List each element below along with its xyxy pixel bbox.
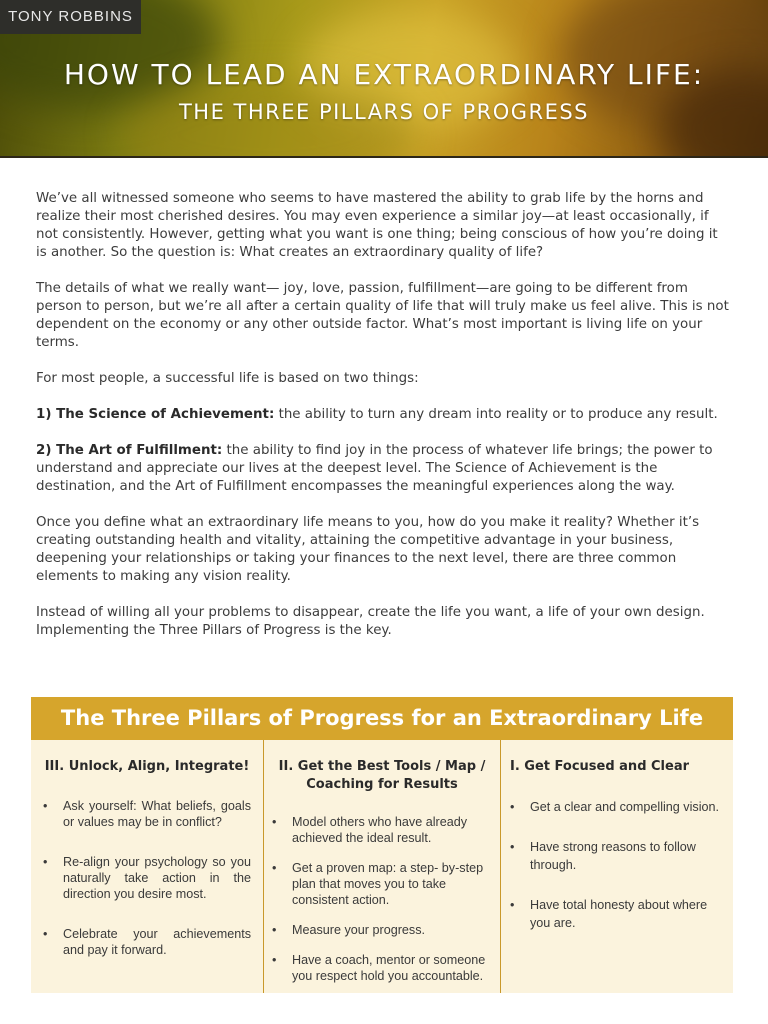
pillar-column-1 xyxy=(500,740,733,993)
pillar-list xyxy=(264,814,500,984)
paragraph-art xyxy=(36,442,732,496)
list-item xyxy=(272,814,490,846)
bullet-icon: • xyxy=(43,855,48,869)
list-item xyxy=(272,922,490,938)
list-item xyxy=(272,952,490,984)
paragraph-define: Once you define what an extraordinary life means to you, how do you make it reality? Whether it’s creating outstanding health and vitality, attaining the competitive advantage in your business, deepening your relationships or taking your finances to the next level, there are three common elements to making any vision reality. xyxy=(36,515,700,584)
bullet-icon: • xyxy=(43,927,48,941)
bullet-icon: • xyxy=(510,898,515,912)
art-text: the ability to find joy in the process of whatever life brings; the power to understand and appreciate our lives at the deepest level. The Science of Achievement is the destination, and the Art of Fulfillment encompasses the meaningful experiences along the way. xyxy=(36,443,713,494)
list-item xyxy=(272,860,490,908)
list-item-text: Have total honesty about where you are. xyxy=(530,898,708,930)
bullet-icon: • xyxy=(510,800,515,814)
bullet-icon: • xyxy=(43,799,48,813)
list-item-text: Ask yourself: What beliefs, goals or values may be in conflict? xyxy=(63,799,251,829)
bullet-icon: • xyxy=(272,923,277,937)
list-item xyxy=(43,926,251,958)
paragraph-details: The details of what we really want— joy, love, passion, fulfillment—are going to be different from person to person, but we’re all after a certain quality of life that will truly make us feel alive. This is not dependent on the economy or any other outside factor. What’s most important is living life on your terms. xyxy=(36,281,729,350)
pillar-column-3 xyxy=(31,740,263,993)
pillars-box xyxy=(31,697,733,993)
pillar-title: III. Unlock, Align, Integrate! xyxy=(44,759,250,774)
pillar-column-2 xyxy=(263,740,501,993)
list-item-text: Re-align your psychology so you naturally take action in the direction you desire most. xyxy=(63,855,251,901)
list-item-text: Get a proven map: a step- by-step plan that moves you to take consistent action. xyxy=(292,861,484,907)
list-item xyxy=(510,896,721,932)
list-item-text: Have strong reasons to follow through. xyxy=(530,840,696,872)
bullet-icon: • xyxy=(272,815,277,829)
pillar-title: I. Get Focused and Clear xyxy=(510,759,690,774)
page-title: HOW TO LEAD AN EXTRAORDINARY LIFE: xyxy=(63,58,705,91)
bullet-icon: • xyxy=(510,840,515,854)
art-label: 2) The Art of Fulfillment: xyxy=(36,443,223,458)
pillars-heading: The Three Pillars of Progress for an Extraordinary Life xyxy=(31,697,733,740)
pillar-title: II. Get the Best Tools / Map / Coaching for Results xyxy=(278,759,486,792)
list-item-text: Celebrate your achievements and pay it forward. xyxy=(63,927,251,957)
banner-divider xyxy=(0,156,768,158)
list-item xyxy=(43,854,251,902)
list-item xyxy=(510,838,721,874)
paragraph-two-things: For most people, a successful life is based on two things: xyxy=(36,371,419,386)
bullet-icon: • xyxy=(272,953,277,967)
list-item-text: Model others who have already achieved the ideal result. xyxy=(292,815,468,845)
list-item xyxy=(43,798,251,830)
pillar-list xyxy=(500,798,733,932)
pillar-list xyxy=(31,798,263,958)
paragraph-conclusion: Instead of willing all your problems to disappear, create the life you want, a life of your own design. Implementing the Three Pillars of Progress is the key. xyxy=(36,605,705,638)
list-item-text: Have a coach, mentor or someone you respect hold you accountable. xyxy=(292,953,486,983)
list-item-text: Get a clear and compelling vision. xyxy=(530,800,720,814)
brand-label: TONY ROBBINS xyxy=(0,0,141,34)
paragraph-intro: We’ve all witnessed someone who seems to have mastered the ability to grab life by the horns and realize their most cherished desires. You may even experience a similar joy—at least occasionally, if not consistently. However, getting what you want is one thing; being conscious of how you’re doing it is another. So the question is: What creates an extraordinary quality of life? xyxy=(36,191,718,260)
page-subtitle: THE THREE PILLARS OF PROGRESS xyxy=(178,100,590,124)
science-text: the ability to turn any dream into reality or to produce any result. xyxy=(274,407,718,422)
header-banner xyxy=(0,0,768,158)
list-item xyxy=(510,798,721,816)
science-label: 1) The Science of Achievement: xyxy=(36,407,275,422)
paragraph-science xyxy=(36,406,732,424)
list-item-text: Measure your progress. xyxy=(292,923,425,937)
bullet-icon: • xyxy=(272,861,277,875)
article-body xyxy=(36,190,732,658)
